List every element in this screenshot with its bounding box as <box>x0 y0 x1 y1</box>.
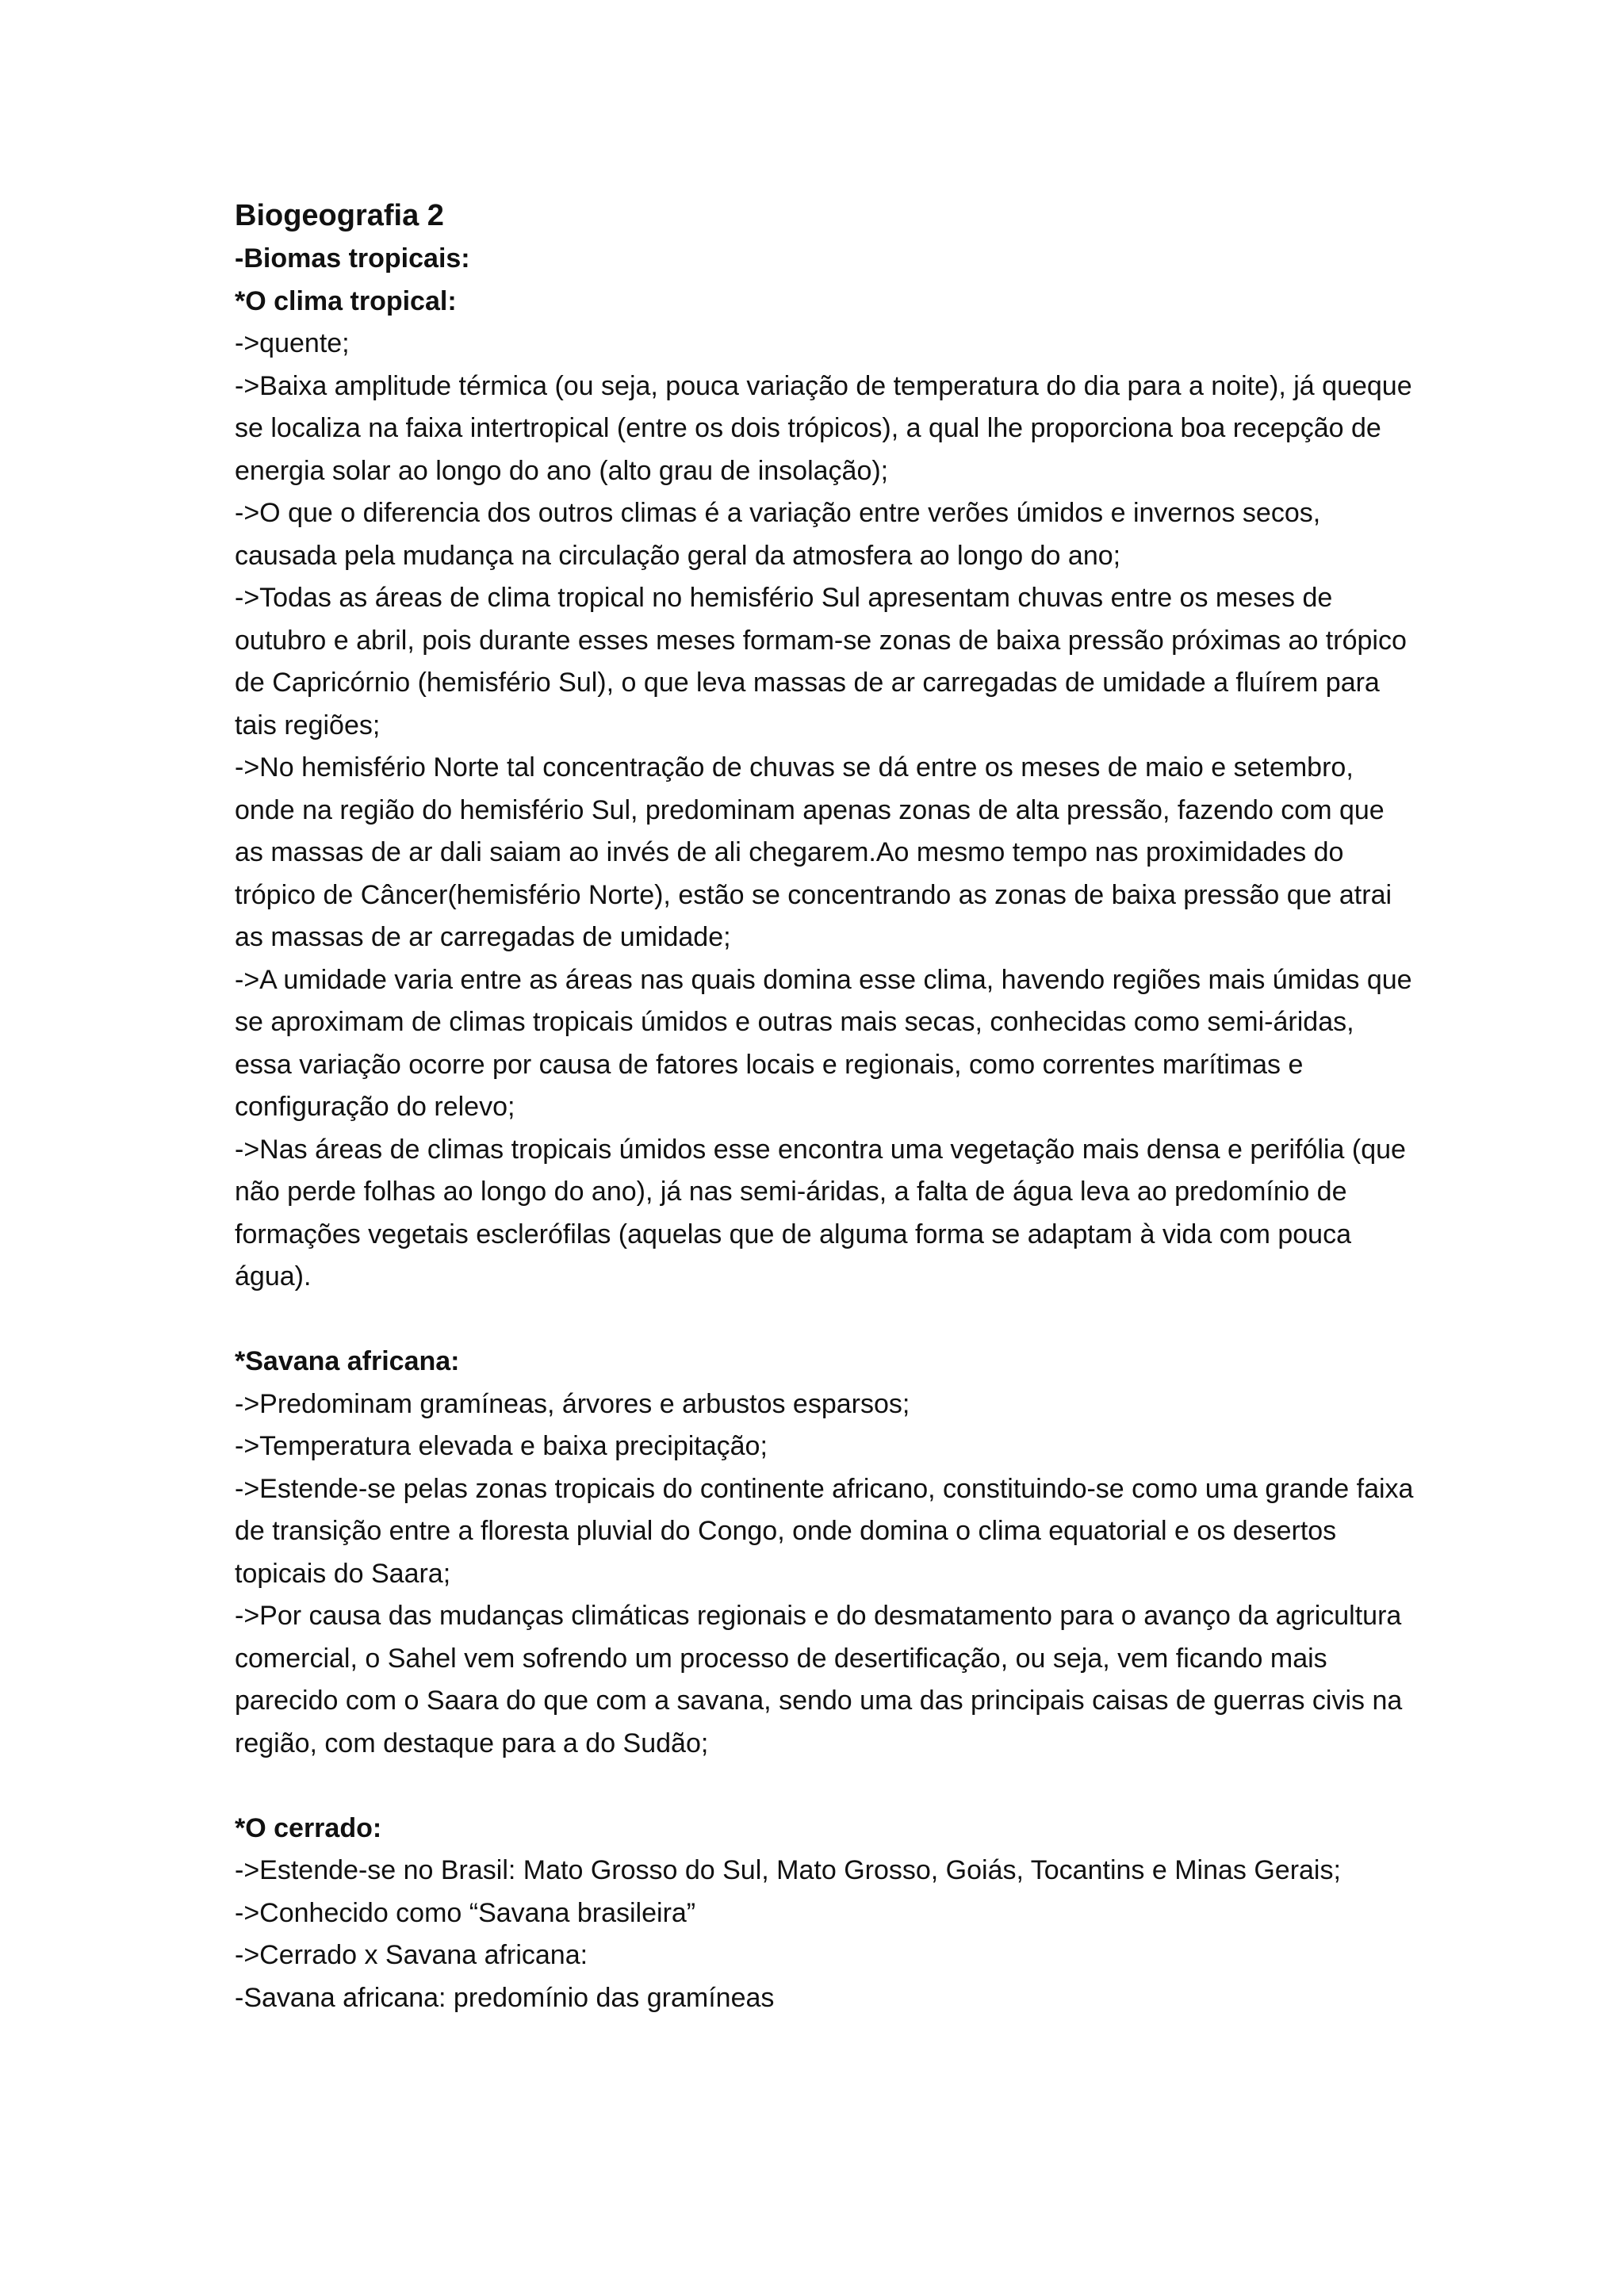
blank-line <box>235 1299 1416 1341</box>
blank-line <box>235 1765 1416 1808</box>
paragraph: ->A umidade varia entre as áreas nas quais domina esse clima, havendo regiões mais úmidas que se aproximam de climas tropicais úmidos e outras mais secas, conhecidas como semi-áridas, essa variação ocorre por causa de fatores locais e regionais, como correntes marítimas e configuração do relevo; <box>235 964 1412 1122</box>
paragraph: ->Temperatura elevada e baixa precipitação; <box>235 1431 768 1461</box>
document-page <box>235 193 1416 2019</box>
paragraph: ->Estende-se pelas zonas tropicais do continente africano, constituindo-se como uma grande faixa de transição entre a floresta pluvial do Congo, onde domina o clima equatorial e os desertos topicais do Saara; <box>235 1473 1414 1589</box>
section-heading: -Biomas tropicais: <box>235 243 470 274</box>
paragraph: ->No hemisfério Norte tal concentração de chuvas se dá entre os meses de maio e setembro, onde na região do hemisfério Sul, predominam apenas zonas de alta pressão, fazendo com que as massas de ar dali saiam ao invés de ali chegarem.Ao mesmo tempo nas proximidades do trópico de Câncer(hemisfério Norte), estão se concentrando as zonas de baixa pressão que atrai as massas de ar carregadas de umidade; <box>235 752 1392 952</box>
paragraph: ->Predominam gramíneas, árvores e arbustos esparsos; <box>235 1388 910 1419</box>
paragraph: -Savana africana: predomínio das gramíneas <box>235 1982 775 2013</box>
paragraph: ->Conhecido como “Savana brasileira” <box>235 1897 696 1928</box>
paragraph: ->Todas as áreas de clima tropical no hemisfério Sul apresentam chuvas entre os meses de outubro e abril, pois durante esses meses formam-se zonas de baixa pressão próximas ao trópico de Capricórnio (hemisfério Sul), o que leva massas de ar carregadas de umidade a fluírem para tais regiões; <box>235 583 1407 740</box>
african-savanna-heading: *Savana africana: <box>235 1346 460 1376</box>
tropical-climate-heading: *O clima tropical: <box>235 285 457 316</box>
paragraph: ->Baixa amplitude térmica (ou seja, pouca variação de temperatura do dia para a noite), já queque se localiza na faixa intertropical (entre os dois trópicos), a qual lhe proporciona boa recepção de energia solar ao longo do ano (alto grau de insolação); <box>235 370 1412 486</box>
paragraph: ->Estende-se no Brasil: Mato Grosso do Sul, Mato Grosso, Goiás, Tocantins e Minas Gerais; <box>235 1855 1341 1885</box>
cerrado-heading: *O cerrado: <box>235 1812 382 1843</box>
document-title: Biogeografia 2 <box>235 199 444 232</box>
paragraph: ->O que o diferencia dos outros climas é a variação entre verões úmidos e invernos secos, causada pela mudança na circulação geral da atmosfera ao longo do ano; <box>235 498 1321 571</box>
paragraph: ->quente; <box>235 328 350 358</box>
paragraph: ->Nas áreas de climas tropicais úmidos esse encontra uma vegetação mais densa e perifólia (que não perde folhas ao longo do ano), já nas semi-áridas, a falta de água leva ao predomínio de formações vegetais esclerófilas (aquelas que de alguma forma se adaptam à vida com pouca água). <box>235 1134 1406 1292</box>
paragraph: ->Cerrado x Savana africana: <box>235 1940 588 1970</box>
paragraph: ->Por causa das mudanças climáticas regionais e do desmatamento para o avanço da agricultura comercial, o Sahel vem sofrendo um processo de desertificação, ou seja, vem ficando mais parecido com o Saara do que com a savana, sendo uma das principais caisas de guerras civis na região, com destaque para a do Sudão; <box>235 1601 1403 1758</box>
